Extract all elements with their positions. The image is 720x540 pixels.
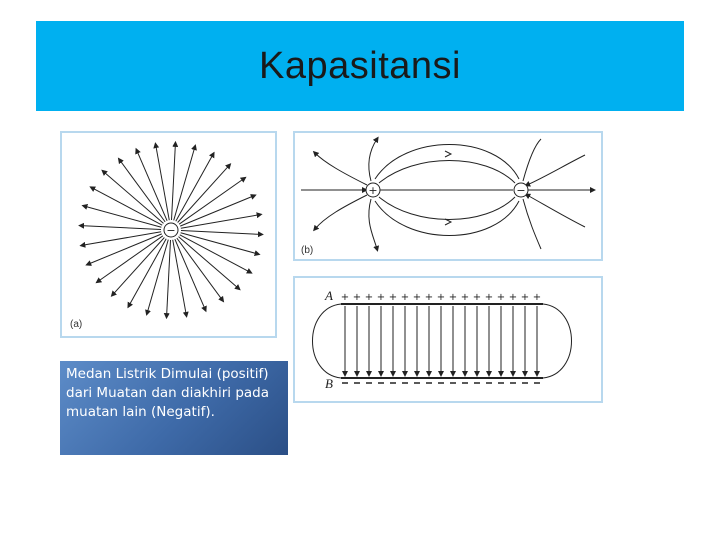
field-line (174, 147, 195, 220)
plus-sign: + (508, 292, 518, 303)
plus-sign: + (520, 292, 530, 303)
plus-sign: + (472, 292, 482, 303)
plus-sign: + (412, 292, 422, 303)
charge-sign-b-left: + (368, 184, 378, 197)
fringe-left (313, 304, 342, 378)
figure-b-label: (b) (301, 245, 314, 256)
parallel-plate-diagram (295, 278, 601, 401)
caption-text: Medan Listrik Dimulai (positif) dari Muatan dan diakhiri pada muatan lain (Negatif). (66, 366, 270, 420)
plus-sign: + (436, 292, 446, 303)
plus-sign: + (484, 292, 494, 303)
title-bar (36, 21, 684, 111)
figure-a-radial-field (60, 131, 277, 338)
plus-sign: + (352, 292, 362, 303)
charge-sign-a: − (166, 224, 176, 237)
fringe-right (543, 304, 572, 378)
dipole-field-diagram (295, 133, 601, 259)
field-line (171, 144, 175, 220)
slide-title: Kapasitansi (259, 44, 461, 87)
plus-sign: + (376, 292, 386, 303)
field-line (181, 230, 261, 234)
figure-c-parallel-plates (293, 276, 603, 403)
field-line (167, 240, 171, 316)
figure-a-label: (a) (70, 319, 83, 330)
plus-sign: + (496, 292, 506, 303)
plate-a-label: A (325, 288, 333, 303)
field-line (181, 233, 258, 254)
plus-sign: + (340, 292, 350, 303)
field-line (129, 239, 166, 306)
field-line (81, 226, 161, 230)
plus-sign: + (400, 292, 410, 303)
plus-sign: + (532, 292, 542, 303)
plus-sign: + (448, 292, 458, 303)
caption-box (60, 361, 288, 455)
field-line (84, 206, 161, 227)
field-line (180, 235, 250, 272)
plus-sign: + (424, 292, 434, 303)
plate-b-label: B (325, 376, 333, 391)
field-line (176, 154, 213, 221)
plus-sign: + (460, 292, 470, 303)
figure-b-dipole-field (293, 131, 603, 261)
radial-field-diagram (62, 133, 275, 336)
field-line (147, 240, 168, 313)
plus-sign: + (388, 292, 398, 303)
plus-sign: + (364, 292, 374, 303)
field-line (92, 188, 162, 225)
charge-sign-b-right: − (516, 184, 526, 197)
